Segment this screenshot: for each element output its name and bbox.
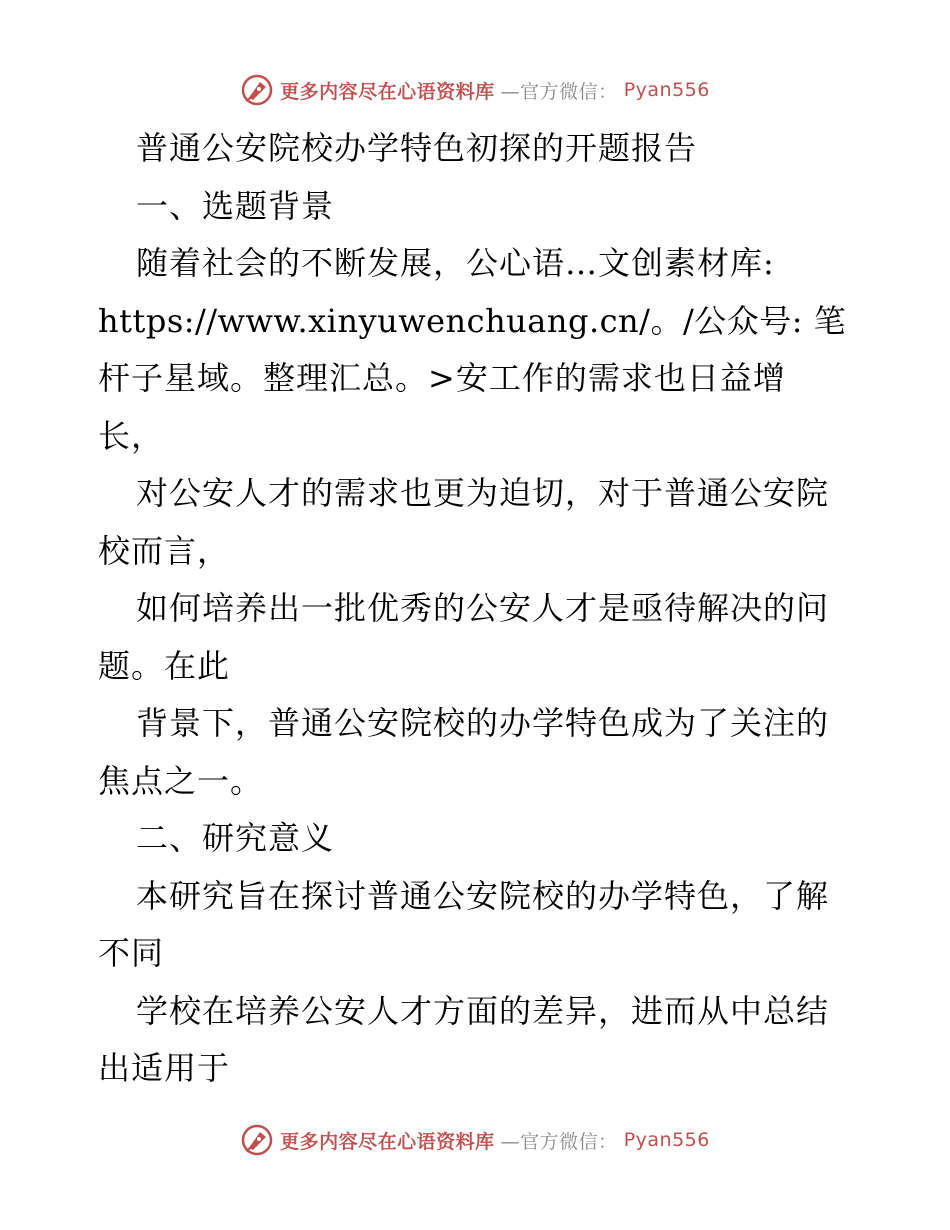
paragraph-line: 随着社会的不断发展，公心语…文创素材库: xyxy=(136,244,775,282)
paragraph-line: https://www.xinyuwenchuang.cn/。/公众号: 笔 xyxy=(98,301,847,340)
paragraph-line: 如何培养出一批优秀的公安人才是亟待解决的问 xyxy=(136,589,830,627)
paragraph-line: 长， xyxy=(98,416,165,455)
paragraph-line: 不同 xyxy=(98,934,165,972)
section-heading-significance: 二、研究意义 xyxy=(136,819,335,857)
watermark-wechat-id: Pyan556 xyxy=(623,1129,710,1151)
watermark-dash-text: —官方微信： xyxy=(500,80,618,103)
watermark-main-text: 更多内容尽在心语资料库 xyxy=(280,80,495,103)
pen-logo-icon xyxy=(240,73,274,107)
paragraph-line: 杆子星域。整理汇总。>安工作的需求也日益增 xyxy=(98,359,786,397)
paragraph-line: 出适用于 xyxy=(98,1049,231,1087)
document-title: 普通公安院校办学特色初探的开题报告 xyxy=(136,129,698,167)
watermark-dash-text: —官方微信： xyxy=(500,1130,618,1153)
paragraph-line: 本研究旨在探讨普通公安院校的办学特色，了解 xyxy=(136,876,830,915)
paragraph-line: 焦点之一。 xyxy=(98,761,264,800)
pen-logo-icon xyxy=(240,1123,274,1157)
watermark-wechat-id: Pyan556 xyxy=(623,79,710,101)
paragraph-line: 对公安人才的需求也更为迫切，对于普通公安院 xyxy=(136,474,830,512)
section-heading-background: 一、选题背景 xyxy=(136,186,335,225)
paragraph-line: 学校在培养公安人才方面的差异，进而从中总结 xyxy=(136,991,830,1030)
paragraph-line: 背景下，普通公安院校的办学特色成为了关注的 xyxy=(136,704,830,742)
footer-watermark xyxy=(0,1120,950,1160)
watermark-main-text: 更多内容尽在心语资料库 xyxy=(280,1130,495,1153)
paragraph-line: 校而言， xyxy=(98,531,231,570)
document-body xyxy=(98,120,858,1098)
paragraph-line: 题。在此 xyxy=(98,646,231,685)
header-watermark xyxy=(0,70,950,110)
